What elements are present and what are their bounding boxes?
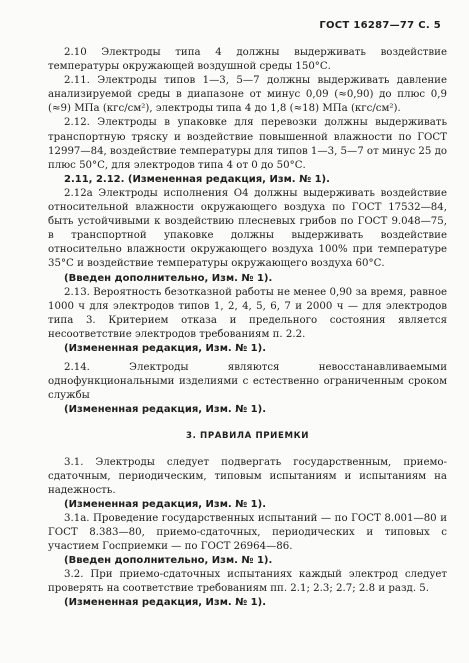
clause-3-2: 3.2. При приемо-сдаточных испытаниях каждый электрод следует проверять на соответствие требованиям пп. 2.1; 2.3; 2.7; 2.8 и разд. 5. bbox=[48, 569, 447, 595]
clause-2-13: 2.13. Вероятность безотказной работы не менее 0,90 за время, равное 1000 ч для электродов типов 1, 2, 4, 5, 6, 7 и 2000 ч — для электродов типа 3. Критерием отказа и предельного состояния является несоответствие электродов требованиям п. 2.2. bbox=[48, 286, 447, 340]
clause-3-1: 3.1. Электроды следует подвергать государственным, приемо-сдаточным, периодическим, типовым испытаниям и испытаниям на надежность. bbox=[48, 456, 447, 496]
clause-2-10: 2.10 Электроды типа 4 должны выдерживать воздействие температуры окружающей воздушной среды 150°С. bbox=[48, 47, 447, 73]
clause-2-11: 2.11. Электроды типов 1—3, 5—7 должны выдерживать давление анализируемой среды в диапазоне от минус 0,09 (≈0,90) до плюс 0,9 (≈9) МПа (кгс/см²), электроды типа 4 до 1,8 (≈18) МПа (кгс/см²). bbox=[48, 75, 447, 115]
clause-2-12a: 2.12а Электроды исполнения О4 должны выдерживать воздействие относительной влажности окружающего воздуха по ГОСТ 17532—84, быть устойчивыми к воздействию плесневых грибов по ГОСТ 9.048—75, в транспортной упаковке должны выдерживать воздействие относительно влажности окружающего воздуха 100% при температуре 35°С и воздействие температуры окружающего воздуха 60°С. bbox=[48, 187, 447, 270]
section-title: 3. ПРАВИЛА ПРИЕМКИ bbox=[185, 431, 310, 442]
amendment-note: (Измененная редакция, Изм. № 1). bbox=[64, 597, 267, 609]
amendment-note: (Измененная редакция, Изм. № 1). bbox=[64, 404, 267, 416]
amendment-note: (Введен дополнительно, Изм. № 1). bbox=[64, 555, 273, 567]
document-body bbox=[48, 46, 447, 611]
amendment-note: (Измененная редакция, Изм. № 1). bbox=[64, 498, 267, 510]
page-header: ГОСТ 16287—77 С. 5 bbox=[319, 20, 441, 31]
amendment-note: (Измененная редакция, Изм. № 1). bbox=[64, 342, 267, 354]
amendment-note: (Введен дополнительно, Изм. № 1). bbox=[64, 272, 273, 284]
clause-2-12: 2.12. Электроды в упаковке для перевозки должны выдерживать транспортную тряску и воздействие повышенной влажности по ГОСТ 12997—84, воздействие температуры для типов 1—3, 5—7 от минус 25 до плюс 50°С, для электродов типа 4 от 0 до 50°С. bbox=[48, 117, 447, 171]
amendment-note: 2.11, 2.12. (Измененная редакция, Изм. № 1). bbox=[64, 173, 330, 185]
clause-3-1a: 3.1а. Проведение государственных испытаний — по ГОСТ 8.001—80 и ГОСТ 8.383—80, приемо-сдаточных, периодических и типовых с участием Госприемки — по ГОСТ 26964—86. bbox=[48, 512, 447, 553]
clause-2-14: 2.14. Электроды являются невосстанавливаемыми однофункциональными изделиями с естественно ограниченным сроком службы bbox=[48, 362, 447, 402]
